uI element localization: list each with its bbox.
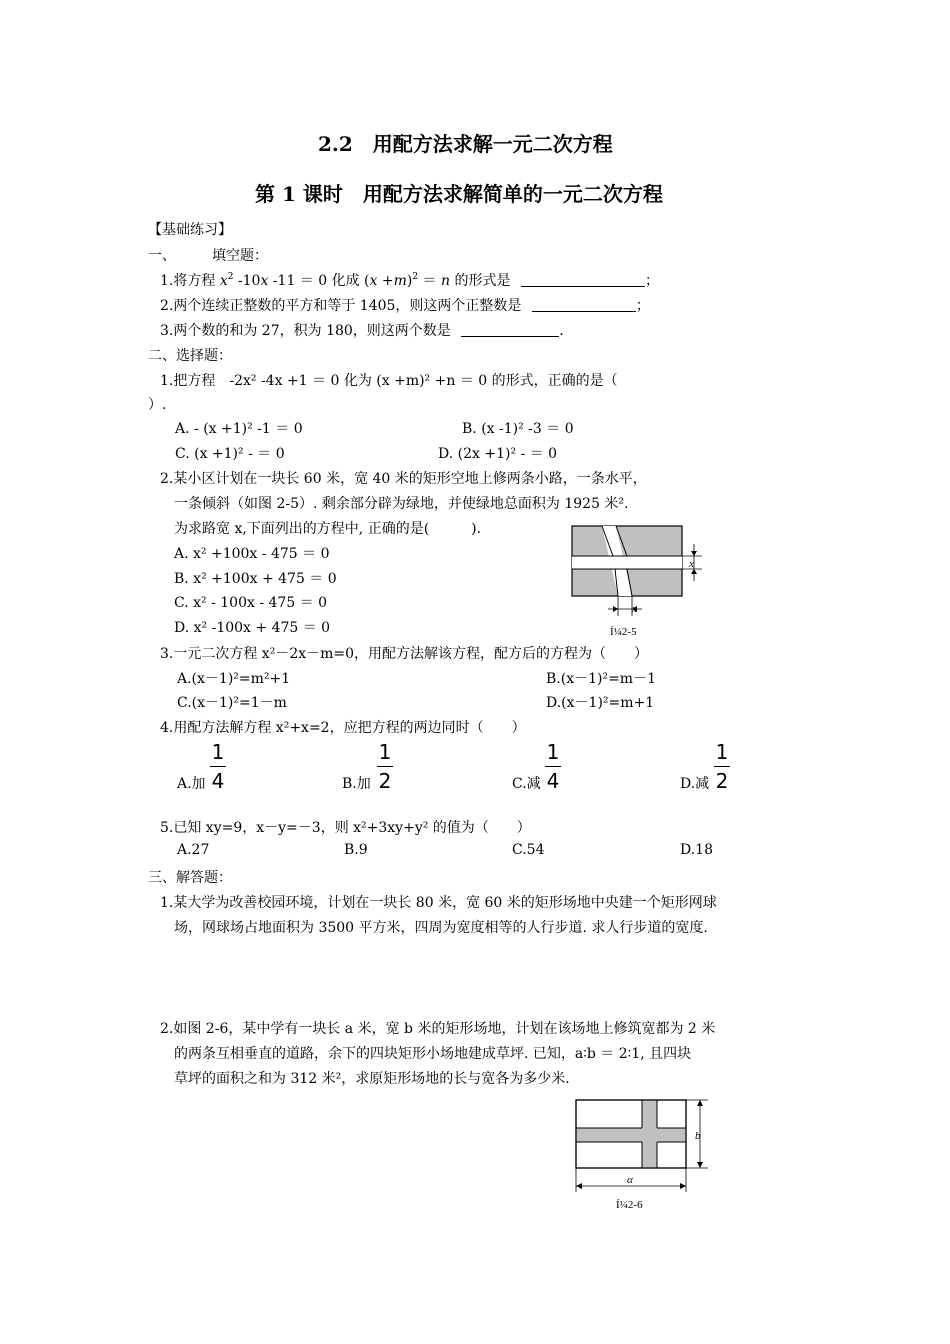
choice-q3-option-d[interactable]: D.(x－1)²=m+1 xyxy=(546,695,655,711)
choice-q5-option-b[interactable]: B.9 xyxy=(344,842,368,858)
choice-q4-stem: 4.用配方法解方程 x²+x=2，应把方程的两边同时（ ） xyxy=(160,720,526,736)
choice-q5-stem: 5.已知 xy=9，x－y=－3，则 x²+3xy+y² 的值为（ ） xyxy=(160,820,531,836)
choice-q2-option-c[interactable]: C. x² - 100x - 475 ＝ 0 xyxy=(174,595,328,611)
part3-heading: 三、解答题： xyxy=(148,870,232,886)
choice-q3-option-c[interactable]: C.(x－1)²=1－m xyxy=(177,695,287,711)
fill-question-2: 2.两个连续正整数的平方和等于 1405，则这两个正整数是 ； xyxy=(160,298,650,314)
solve-q1-line1: 1.某大学为改善校园环境，计划在一块长 80 米，宽 60 米的矩形场地中央建一个矩形网球 xyxy=(160,895,717,911)
choice-q1-option-a[interactable]: A. - (x +1)² -1 ＝ 0 xyxy=(175,421,303,437)
fig25-horizontal-road xyxy=(572,556,682,569)
fig25-label-x-bottom: x xyxy=(632,603,637,615)
choice-q1-option-d[interactable]: D. (2x +1)² - ＝ 0 xyxy=(438,446,558,462)
choice-q3-option-b[interactable]: B.(x－1)²=m－1 xyxy=(546,671,656,687)
choice-q4-option-d[interactable]: D.减 xyxy=(680,776,710,792)
solve-q2-line2: 的两条互相垂直的道路，余下的四块矩形小场地建成草坪. 已知，a∶b ＝ 2∶1, 且四块 xyxy=(174,1046,692,1062)
choice-q3-option-a[interactable]: A.(x－1)²=m²+1 xyxy=(177,671,291,687)
solve-q2-line3: 草坪的面积之和为 312 米²，求原矩形场地的长与宽各为多少米. xyxy=(174,1071,570,1087)
choice-q1-stem-end: ）. xyxy=(148,397,167,413)
fill-question-1: 1.将方程 $x^2$ -10x -11 ＝ 0 化成 $(x +m)^2 = n$ 的形式是 ； xyxy=(160,272,659,289)
part1-heading: 填空题： xyxy=(212,248,268,264)
choice-q2-line1: 2.某小区计划在一块长 60 米，宽 40 米的矩形空地上修两条小路，一条水平， xyxy=(160,471,647,487)
lesson-subtitle: 第 1 课时 用配方法求解简单的一元二次方程 xyxy=(255,182,663,206)
answer-blank-2[interactable] xyxy=(532,299,636,312)
fig26-label-b: b xyxy=(695,1130,701,1142)
part1-heading-num: 一、 xyxy=(148,248,176,264)
fig25-label-x-right: x xyxy=(689,558,694,570)
fig26-label-a: α xyxy=(627,1174,633,1186)
choice-q2-option-d[interactable]: D. x² -100x + 475 ＝ 0 xyxy=(174,620,331,636)
fill-question-3: 3.两个数的和为 27，积为 180，则这两个数是 . xyxy=(160,323,564,339)
choice-q1-option-c[interactable]: C. (x +1)² - ＝ 0 xyxy=(175,446,285,462)
choice-q3-stem: 3.一元二次方程 x²－2x－m=0，用配方法解该方程，配方后的方程为（ ） xyxy=(160,646,649,662)
choice-q4-option-a[interactable]: A.加 xyxy=(177,776,206,792)
fraction-one-quarter-a: 1 4 xyxy=(211,740,225,793)
fig26-caption: Í¼2-6 xyxy=(616,1199,643,1211)
choice-q5-option-d[interactable]: D.18 xyxy=(680,842,713,858)
choice-q2-option-a[interactable]: A. x² +100x - 475 ＝ 0 xyxy=(174,546,330,562)
choice-q2-line2: 一条倾斜（如图 2-5）. 剩余部分辟为绿地，并使绿地总面积为 1925 米². xyxy=(174,496,629,512)
fig25-caption: Í¼2-5 xyxy=(610,626,637,638)
fig26-horizontal-road xyxy=(576,1128,686,1142)
choice-q5-option-c[interactable]: C.54 xyxy=(512,842,545,858)
answer-blank-1[interactable] xyxy=(521,274,645,287)
choice-q1-option-b[interactable]: B. (x -1)² -3 ＝ 0 xyxy=(462,421,574,437)
choice-q4-option-b[interactable]: B.加 xyxy=(342,776,371,792)
choice-q2-line3: 为求路宽 x,下面列出的方程中, 正确的是( ). xyxy=(174,521,482,537)
choice-q5-option-a[interactable]: A.27 xyxy=(177,842,210,858)
part2-heading: 二、选择题： xyxy=(148,348,232,364)
section-basic: 【基础练习】 xyxy=(148,222,232,238)
solve-q2-line1: 2.如图 2-6，某中学有一块长 a 米，宽 b 米的矩形场地，计划在该场地上修筑宽都为 2 米 xyxy=(160,1021,716,1037)
fraction-one-half-d: 1 2 xyxy=(715,740,729,793)
solve-q1-line2: 场，网球场占地面积为 3500 平方米，四周为宽度相等的人行步道. 求人行步道的宽度. xyxy=(174,920,708,936)
lesson-title: 2.2 用配方法求解一元二次方程 xyxy=(318,132,613,156)
figure-2-6 xyxy=(566,1094,726,1218)
choice-q1-stem: 1.把方程 -2x² -4x +1 ＝ 0 化为 (x +m)² +n ＝ 0 的形式，正确的是（ xyxy=(160,373,618,389)
figure-2-5 xyxy=(560,518,710,643)
answer-blank-3[interactable] xyxy=(461,324,559,337)
choice-q4-option-c[interactable]: C.减 xyxy=(512,776,541,792)
fraction-one-half-b: 1 2 xyxy=(378,740,392,793)
fig26-vertical-road xyxy=(642,1100,657,1168)
fraction-one-quarter-c: 1 4 xyxy=(546,740,560,793)
choice-q2-option-b[interactable]: B. x² +100x + 475 ＝ 0 xyxy=(174,571,337,587)
